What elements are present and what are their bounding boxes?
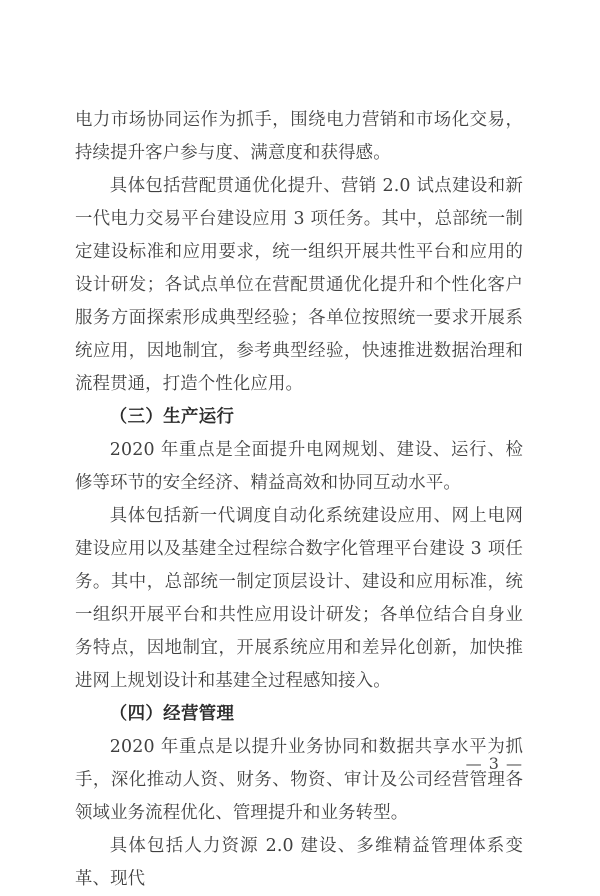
paragraph: 具体包括人力资源 2.0 建设、多维精益管理体系变革、现代 — [75, 836, 523, 889]
section-heading-three: （三）生产运行 — [109, 407, 235, 427]
paragraph: 2020 年重点是全面提升电网规划、建设、运行、检修等环节的安全经济、精益高效和协同互动水平。 — [75, 440, 523, 493]
section-heading-four: （四）经营管理 — [109, 704, 235, 724]
paragraph: 2020 年重点是以提升业务协同和数据共享水平为抓手，深化推动人资、财务、物资、审计及公司经营管理各领域业务流程优化、管理提升和业务转型。 — [75, 737, 523, 823]
page-number: — 3 — — [465, 754, 523, 773]
paragraph: 具体包括营配贯通优化提升、营销 2.0 试点建设和新一代电力交易平台建设应用 3 项任务。其中，总部统一制定建设标准和应用要求，统一组织开展共性平台和应用的设计研发；各试点单位在营配贯通优化提升和个性化客户服务方面探索形成典型经验；各单位按照统一要求开展系统应用，因地制宜，参考典型经验，快速推进数据治理和流程贯通，打造个性化应用。 — [75, 176, 523, 394]
document-body — [75, 104, 523, 896]
paragraph: 电力市场协同运作为抓手，围绕电力营销和市场化交易，持续提升客户参与度、满意度和获得感。 — [75, 110, 523, 163]
paragraph: 具体包括新一代调度自动化系统建设应用、网上电网建设应用以及基建全过程综合数字化管理平台建设 3 项任务。其中，总部统一制定顶层设计、建设和应用标准，统一组织开展平台和共性应用设计研发；各单位结合自身业务特点，因地制宜，开展系统应用和差异化创新，加快推进网上规划设计和基建全过程感知接入。 — [75, 506, 523, 691]
